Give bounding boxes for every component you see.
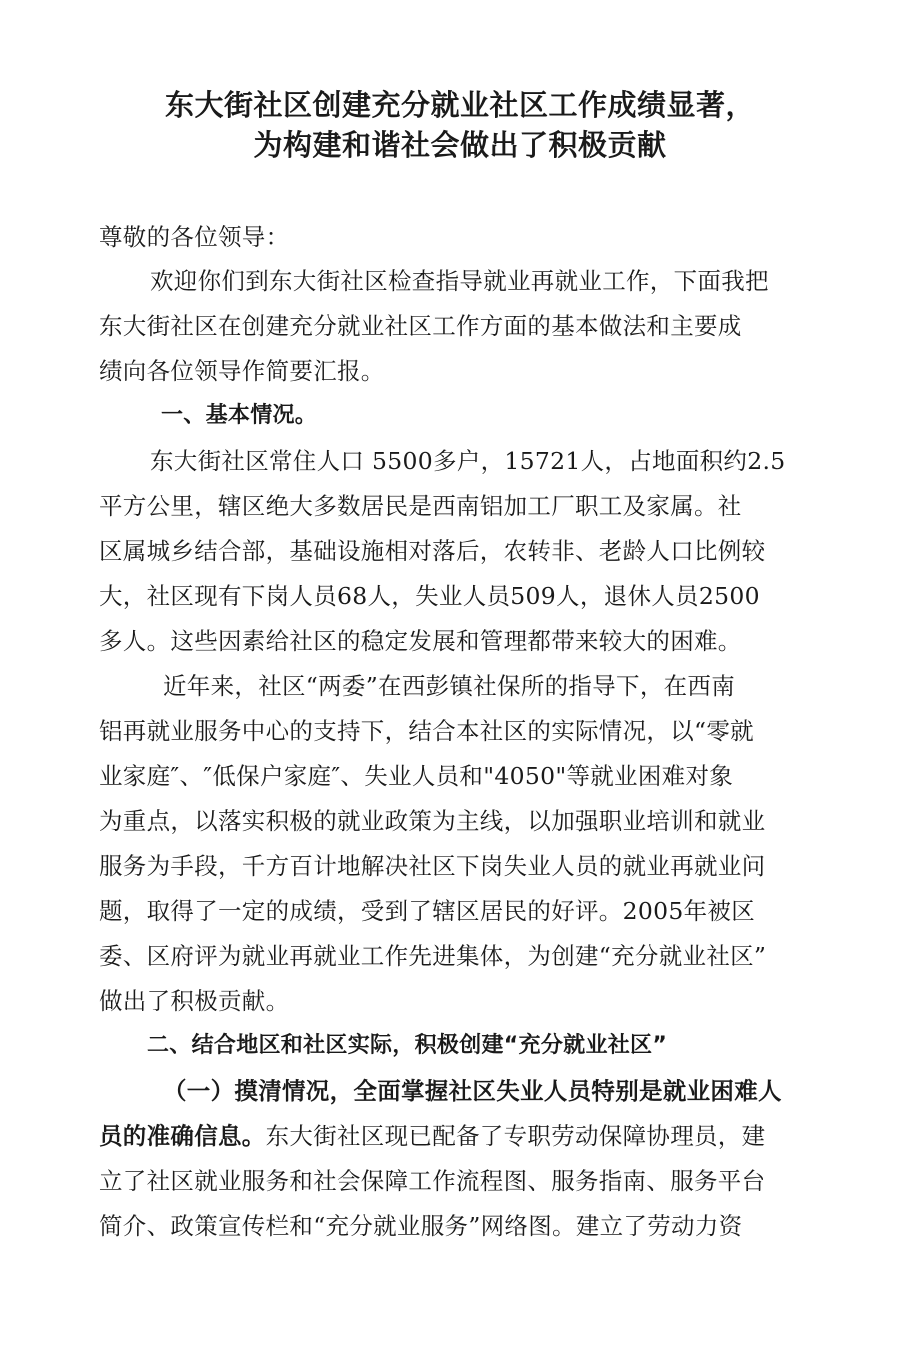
- intro-line-3: 绩向各位领导作简要汇报。: [99, 357, 385, 385]
- document-title-line-1: 东大街社区创建充分就业社区工作成绩显著，: [164, 88, 755, 122]
- section-1-para-1-line-3: 区属城乡结合部，基础设施相对落后，农转非、老龄人口比例较: [99, 537, 766, 565]
- section-2-heading: 二、结合地区和社区实际，积极创建“充分就业社区”: [147, 1033, 668, 1058]
- section-1-para-2-line-6: 题，取得了一定的成绩，受到了辖区居民的好评。2005年被区: [99, 897, 756, 925]
- section-1-para-2-line-5: 服务为手段，千方百计地解决社区下岗失业人员的就业再就业问: [99, 852, 766, 880]
- section-1-para-2-line-4: 为重点，以落实积极的就业政策为主线，以加强职业培训和就业: [99, 807, 766, 835]
- section-1-para-2-line-2: 铝再就业服务中心的支持下，结合本社区的实际情况，以“零就: [99, 717, 754, 745]
- subsection-1-line-3: 立了社区就业服务和社会保障工作流程图、服务指南、服务平台: [99, 1167, 766, 1195]
- section-1-heading: 一、基本情况。: [161, 403, 318, 428]
- section-1-para-1-line-1: 东大街社区常住人口 5500多户，15721人，占地面积约2.5: [150, 447, 786, 475]
- section-1-para-2-line-3: 业家庭″、″低保户家庭″、失业人员和"4050"等就业困难对象: [99, 762, 734, 790]
- section-1-para-1-line-4: 大，社区现有下岗人员68人，失业人员509人，退休人员2500: [99, 582, 760, 610]
- subsection-1-heading-tail: 员的准确信息。: [99, 1122, 266, 1150]
- document-title-line-2: 为构建和谐社会做出了积极贡献: [253, 128, 667, 162]
- salutation: 尊敬的各位领导：: [99, 223, 290, 251]
- section-1-para-2-line-7: 委、区府评为就业再就业工作先进集体，为创建“充分就业社区”: [99, 942, 767, 970]
- intro-line-2: 东大街社区在创建充分就业社区工作方面的基本做法和主要成: [99, 312, 742, 340]
- subsection-1-line-2-text: 东大街社区现已配备了专职劳动保障协理员，建: [265, 1122, 766, 1150]
- section-1-para-2-line-8: 做出了积极贡献。: [99, 987, 290, 1015]
- subsection-1-heading-line-1: （一）摸清情况，全面掌握社区失业人员特别是就业困难人: [163, 1077, 782, 1105]
- subsection-1-line-2: [99, 1121, 765, 1151]
- section-1-para-1-line-5: 多人。这些因素给社区的稳定发展和管理都带来较大的困难。: [99, 627, 742, 655]
- subsection-1-line-4: 简介、政策宣传栏和“充分就业服务”网络图。建立了劳动力资: [99, 1212, 743, 1240]
- section-1-para-2-line-1: 近年来，社区“两委”在西彭镇社保所的指导下，在西南: [163, 672, 736, 700]
- section-1-para-1-line-2: 平方公里，辖区绝大多数居民是西南铝加工厂职工及家属。社: [99, 492, 742, 520]
- intro-line-1: 欢迎你们到东大街社区检查指导就业再就业工作，下面我把: [150, 267, 769, 295]
